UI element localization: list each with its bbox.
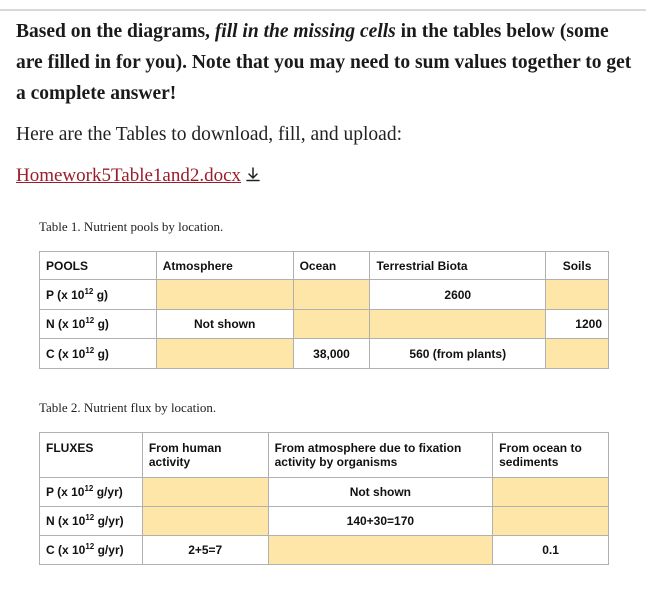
table2-header-row xyxy=(40,433,609,478)
table2-header: FLUXES xyxy=(40,433,143,478)
fill-cell[interactable] xyxy=(493,507,609,536)
given-cell: 2+5=7 xyxy=(142,536,268,565)
table1-header: Ocean xyxy=(293,252,370,280)
fill-cell[interactable] xyxy=(268,536,493,565)
table1-header: Soils xyxy=(546,252,609,280)
fill-cell[interactable] xyxy=(293,280,370,310)
table1-header: Terrestrial Biota xyxy=(370,252,546,280)
given-cell: Not shown xyxy=(268,478,493,507)
table2-header: From human activity xyxy=(142,433,268,478)
given-cell: 0.1 xyxy=(493,536,609,565)
given-cell: 38,000 xyxy=(293,339,370,369)
row-label: C (x $10^{12}$ g/yr) xyxy=(40,536,143,565)
table1-caption: Table 1. Nutrient pools by location. xyxy=(39,219,224,234)
table1-header: POOLS xyxy=(40,252,157,280)
row-label: C (x $10^{12}$ g) xyxy=(40,339,157,369)
table-row xyxy=(40,309,609,339)
download-prompt: Here are the Tables to download, fill, and upload: xyxy=(16,124,402,145)
fill-cell[interactable] xyxy=(493,478,609,507)
fill-cell[interactable] xyxy=(293,309,370,339)
fill-cell[interactable] xyxy=(156,280,293,310)
given-cell: Not shown xyxy=(156,309,293,339)
given-cell: 140+30=170 xyxy=(268,507,493,536)
top-bar xyxy=(0,0,646,11)
fill-cell[interactable] xyxy=(546,280,609,310)
table1-header-row xyxy=(40,252,609,280)
fill-cell[interactable] xyxy=(156,339,293,369)
table2-caption: Table 2. Nutrient flux by location. xyxy=(39,400,217,415)
assignment-content xyxy=(16,16,636,189)
instructions-emphasis: fill in the missing cells xyxy=(214,21,396,42)
instructions-text xyxy=(16,16,636,109)
fill-cell[interactable] xyxy=(142,478,268,507)
table2-nutrient-flux xyxy=(39,432,609,565)
instructions-prefix: Based on the diagrams, xyxy=(16,21,215,42)
table2-header: From atmosphere due to fixation activity by organisms xyxy=(268,433,493,478)
table-row xyxy=(40,536,609,565)
row-label: N (x $10^{12}$ g/yr) xyxy=(40,507,143,536)
table-row xyxy=(40,478,609,507)
fill-cell[interactable] xyxy=(142,507,268,536)
given-cell: 560 (from plants) xyxy=(370,339,546,369)
row-label: P (x $10^{12}$ g/yr) xyxy=(40,478,143,507)
instructions-suffix: in the tables below (some are filled in for you). Note that you may need to sum values together to get a complete answer! xyxy=(16,21,632,104)
row-label: P (x $10^{12}$ g) xyxy=(40,280,157,310)
fill-cell[interactable] xyxy=(370,309,546,339)
table1-header: Atmosphere xyxy=(156,252,293,280)
given-cell: 2600 xyxy=(370,280,546,310)
row-label: N (x $10^{12}$ g) xyxy=(40,309,157,339)
download-arrow-icon[interactable] xyxy=(246,165,260,189)
table-row xyxy=(40,507,609,536)
table-row xyxy=(40,339,609,369)
table-row xyxy=(40,280,609,310)
table1-nutrient-pools xyxy=(39,251,609,369)
download-link-line xyxy=(16,164,636,189)
fill-cell[interactable] xyxy=(546,339,609,369)
table2-header: From ocean to sediments xyxy=(493,433,609,478)
given-cell: 1200 xyxy=(546,309,609,339)
download-link[interactable]: Homework5Table1and2.docx xyxy=(16,165,242,186)
